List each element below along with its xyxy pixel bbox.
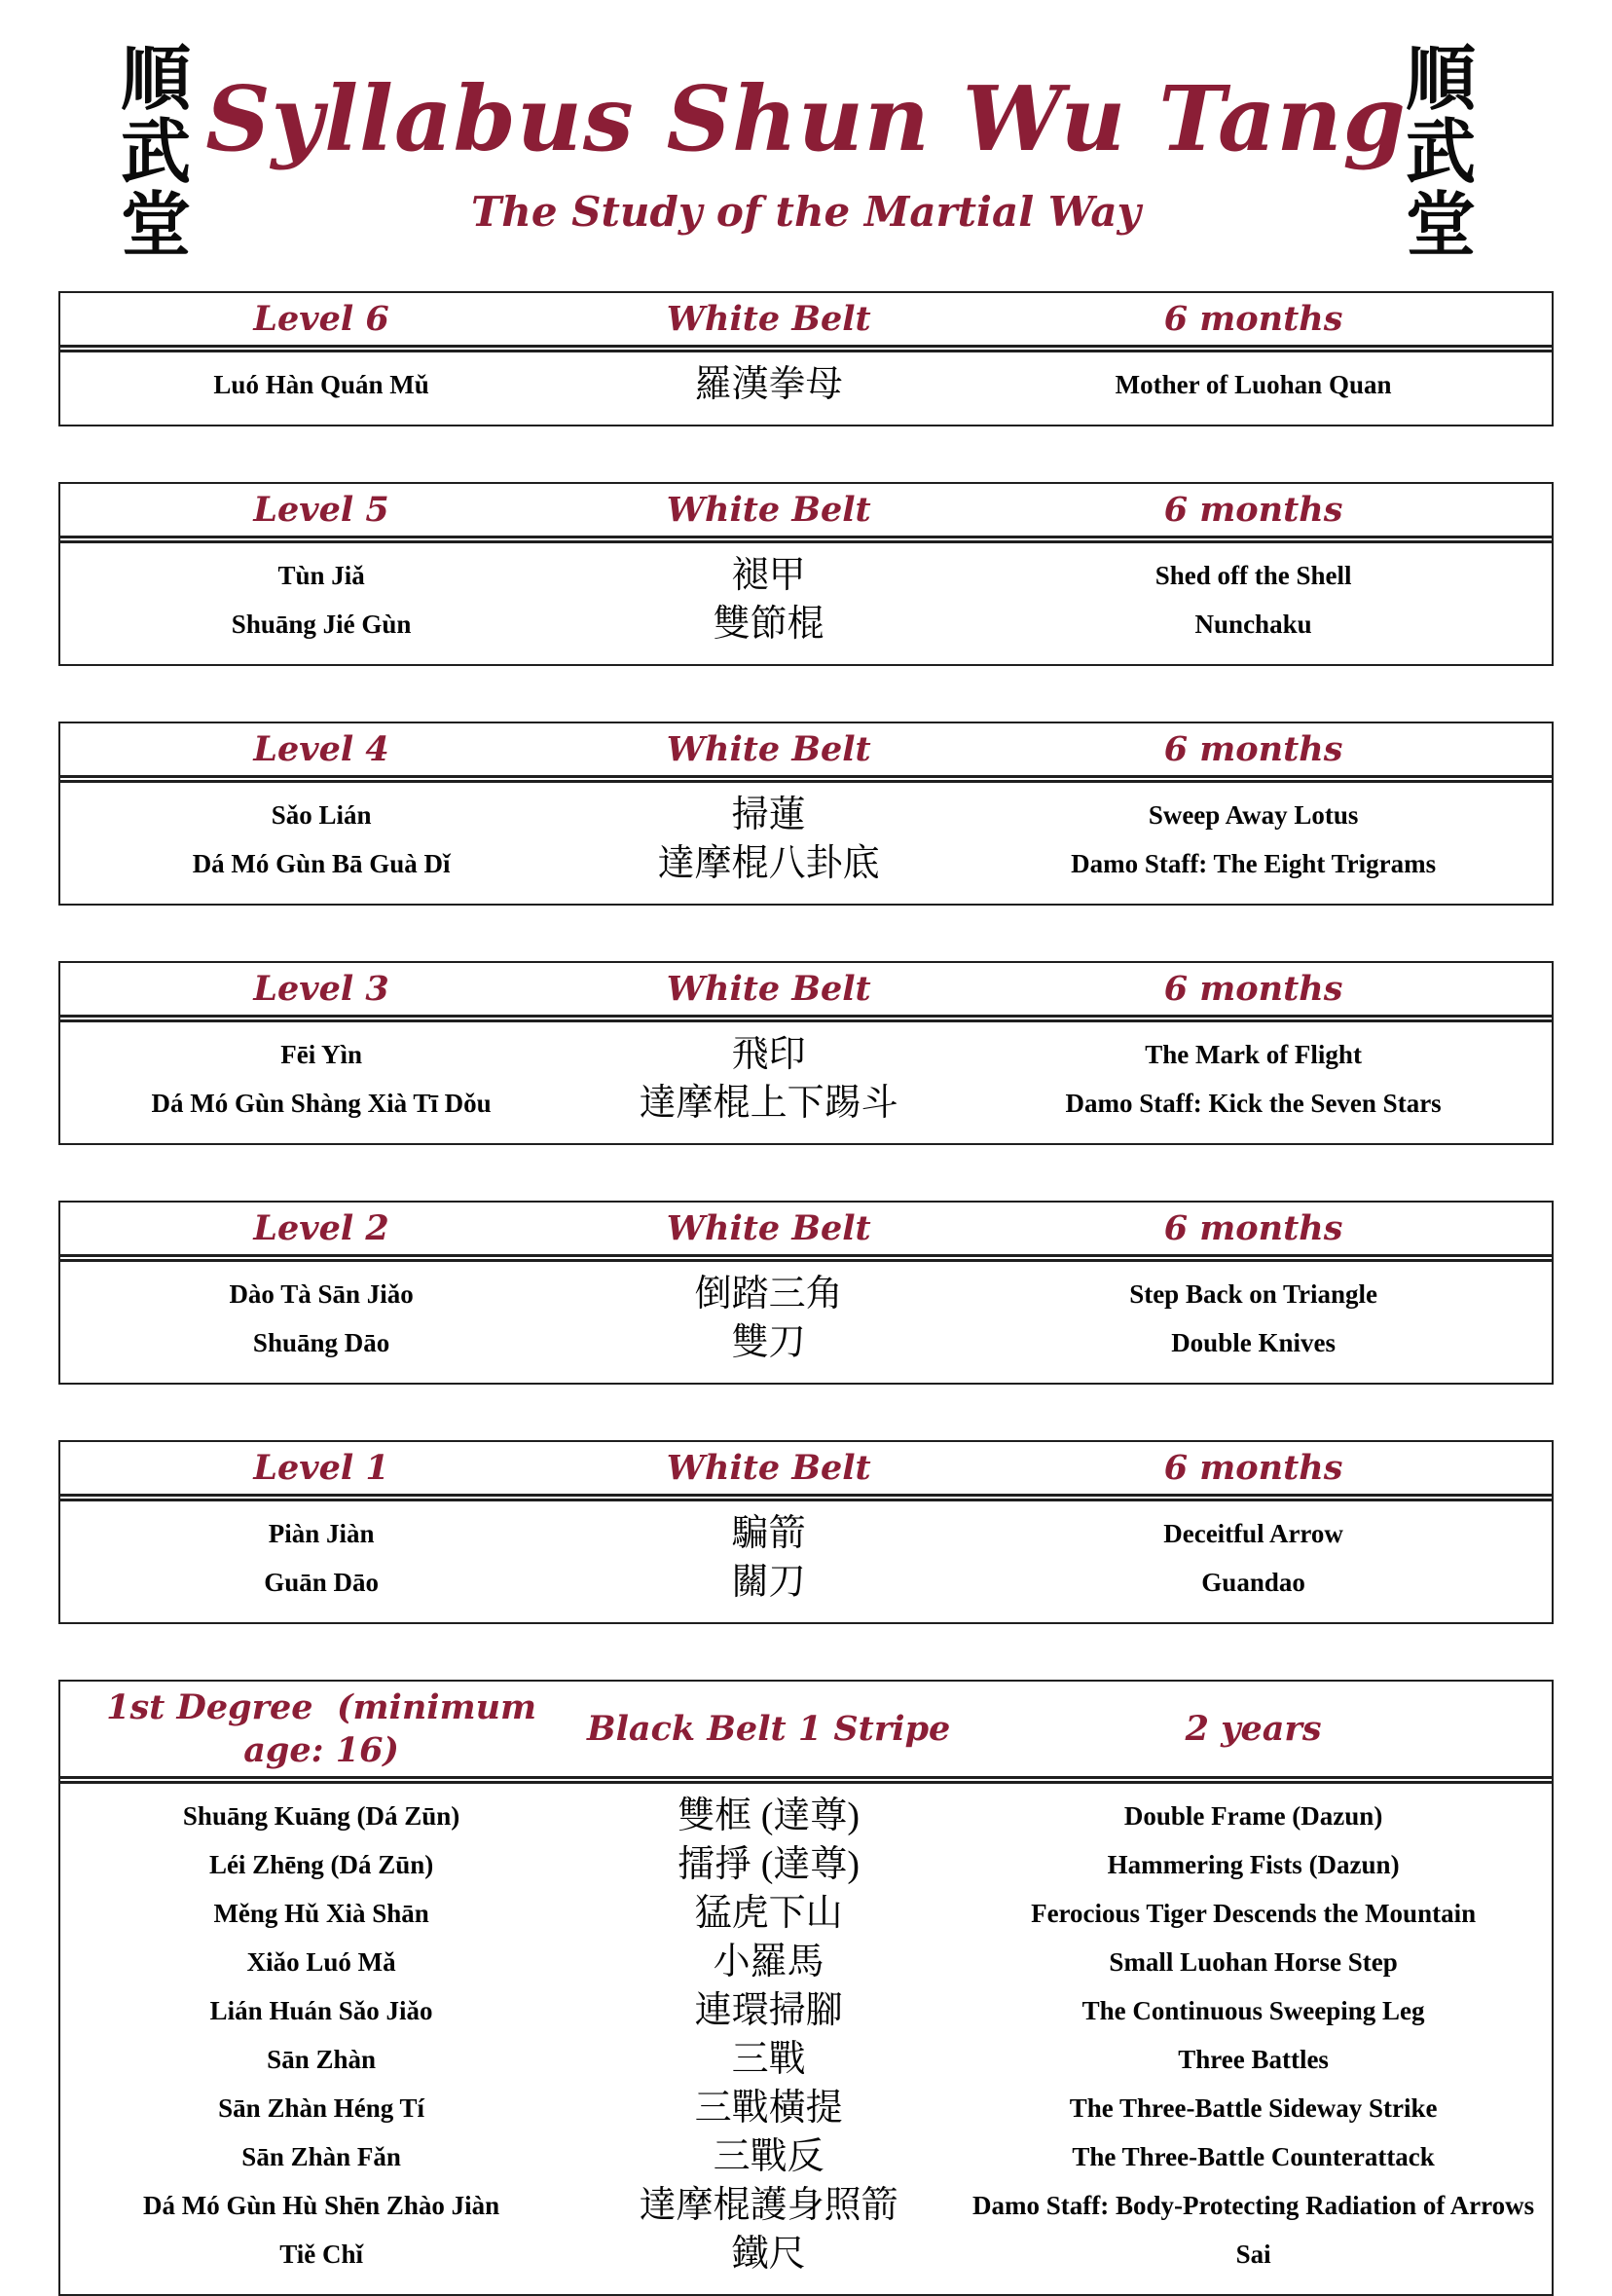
chinese-cell: 達摩棍上下踢斗 <box>639 1083 898 1125</box>
english-cell: Sai <box>1235 2239 1271 2269</box>
level-table <box>58 1680 1554 2296</box>
logo-character: 武 <box>1405 109 1476 193</box>
english-cell: Damo Staff: Kick the Seven Stars <box>1065 1088 1442 1118</box>
english-cell: The Three-Battle Counterattack <box>1072 2141 1435 2171</box>
chinese-cell: 連環掃腳 <box>694 1990 843 2032</box>
english-cell: Hammering Fists (Dazun) <box>1107 1849 1400 1879</box>
duration-label: 6 months <box>1163 1208 1343 1249</box>
duration-label: 6 months <box>1163 1448 1343 1489</box>
english-cell: The Continuous Sweeping Leg <box>1081 1995 1425 2025</box>
belt-label: White Belt <box>666 299 871 340</box>
table-body <box>60 1501 1552 1622</box>
table-row <box>60 2181 1552 2230</box>
table-body <box>60 1784 1552 2294</box>
pinyin-cell: Sān Zhàn <box>267 2044 376 2074</box>
english-cell: Damo Staff: The Eight Trigrams <box>1071 848 1437 878</box>
syllabus-tables <box>58 291 1554 2296</box>
page-subtitle: The Study of the Martial Way <box>471 188 1141 237</box>
belt-label: White Belt <box>666 490 871 531</box>
pinyin-cell: Xiǎo Luó Mǎ <box>246 1946 396 1977</box>
pinyin-cell: Shuāng Dāo <box>252 1327 390 1357</box>
logo-character: 順 <box>1405 37 1476 120</box>
table-row <box>60 1840 1552 1889</box>
english-cell: Double Knives <box>1171 1327 1336 1357</box>
pinyin-cell: Sān Zhàn Héng Tí <box>218 2092 425 2123</box>
page-title: Syllabus Shun Wu Tang <box>205 66 1407 171</box>
pinyin-cell: Shuāng Kuāng (Dá Zūn) <box>182 1800 460 1831</box>
english-cell: Shed off the Shell <box>1154 560 1352 590</box>
table-row <box>60 1270 1552 1318</box>
belt-label: Black Belt 1 Stripe <box>587 1709 951 1750</box>
table-row <box>60 2084 1552 2132</box>
chinese-cell: 三戰橫提 <box>694 2088 843 2129</box>
chinese-cell: 小羅馬 <box>713 1942 824 1983</box>
table-row <box>60 1318 1552 1367</box>
chinese-cell: 三戰反 <box>713 2136 824 2178</box>
belt-label: White Belt <box>666 969 871 1010</box>
table-row <box>60 2132 1552 2181</box>
level-table <box>58 291 1554 426</box>
level-table <box>58 722 1554 906</box>
table-row <box>60 1079 1552 1128</box>
table-row <box>60 1986 1552 2035</box>
duration-label: 6 months <box>1163 490 1343 531</box>
chinese-cell: 雙框 (達尊) <box>678 1796 861 1837</box>
chinese-cell: 關刀 <box>731 1562 806 1604</box>
pinyin-cell: Dá Mó Gùn Shàng Xià Tī Dǒu <box>151 1088 492 1118</box>
level-table <box>58 1440 1554 1624</box>
table-body <box>60 1262 1552 1383</box>
pinyin-cell: Guān Dāo <box>264 1567 379 1597</box>
duration-label: 6 months <box>1163 729 1343 770</box>
english-cell: Mother of Luohan Quan <box>1115 369 1392 399</box>
level-table <box>58 482 1554 666</box>
table-body <box>60 352 1552 425</box>
table-row <box>60 1558 1552 1607</box>
chinese-cell: 羅漢拳母 <box>694 364 843 406</box>
pinyin-cell: Tùn Jiǎ <box>277 560 365 590</box>
level-label: Level 1 <box>253 1448 389 1489</box>
level-label: Level 5 <box>253 490 389 531</box>
english-cell: Damo Staff: Body-Protecting Radiation of Arrows <box>971 2190 1535 2220</box>
pinyin-cell: Piàn Jiàn <box>268 1518 375 1548</box>
duration-label: 6 months <box>1163 299 1343 340</box>
table-row <box>60 1889 1552 1938</box>
table-row <box>60 2035 1552 2084</box>
table-row <box>60 1938 1552 1986</box>
chinese-cell: 鐵尺 <box>731 2234 806 2276</box>
table-header-row <box>60 963 1552 1022</box>
chinese-cell: 騙箭 <box>731 1513 806 1555</box>
level-label: Level 6 <box>253 299 389 340</box>
level-label: Level 3 <box>253 969 389 1010</box>
table-header-row <box>60 1442 1552 1501</box>
logo-character: 堂 <box>120 182 191 266</box>
chinese-cell: 達摩棍護身照箭 <box>639 2185 898 2227</box>
table-row <box>60 1030 1552 1079</box>
chinese-cell: 三戰 <box>731 2039 806 2081</box>
belt-label: White Belt <box>666 729 871 770</box>
level-label: Level 2 <box>253 1208 389 1249</box>
chinese-cell: 雙刀 <box>731 1322 806 1364</box>
english-cell: Deceitful Arrow <box>1163 1518 1343 1548</box>
chinese-cell: 猛虎下山 <box>694 1893 843 1935</box>
english-cell: Sweep Away Lotus <box>1148 799 1359 830</box>
level-table <box>58 1201 1554 1385</box>
pinyin-cell: Tiě Chǐ <box>279 2239 363 2269</box>
english-cell: The Mark of Flight <box>1145 1039 1362 1069</box>
pinyin-cell: Dá Mó Gùn Hù Shēn Zhào Jiàn <box>143 2190 500 2220</box>
chinese-cell: 擂掙 (達尊) <box>678 1844 861 1886</box>
pinyin-cell: Sǎo Lián <box>271 799 372 830</box>
school-logo-left <box>97 37 214 266</box>
chinese-cell: 雙節棍 <box>713 604 824 646</box>
table-row <box>60 1792 1552 1840</box>
table-row <box>60 2230 1552 2278</box>
level-label: Level 4 <box>253 729 389 770</box>
logo-character: 武 <box>120 109 191 193</box>
level-table <box>58 961 1554 1145</box>
pinyin-cell: Sān Zhàn Fǎn <box>241 2141 401 2171</box>
english-cell: The Three-Battle Sideway Strike <box>1069 2092 1438 2123</box>
chinese-cell: 倒踏三角 <box>694 1274 843 1315</box>
pinyin-cell: Fēi Yìn <box>280 1039 362 1069</box>
pinyin-cell: Shuāng Jié Gùn <box>231 609 412 639</box>
pinyin-cell: Lián Huán Sǎo Jiǎo <box>209 1995 433 2025</box>
belt-label: White Belt <box>666 1208 871 1249</box>
table-body <box>60 783 1552 904</box>
page-header <box>0 0 1612 266</box>
school-logo-right <box>1382 37 1499 266</box>
table-header-row <box>60 723 1552 783</box>
pinyin-cell: Luó Hàn Quán Mǔ <box>213 369 429 399</box>
table-body <box>60 1022 1552 1143</box>
table-header-row <box>60 1682 1552 1784</box>
english-cell: Nunchaku <box>1194 609 1312 639</box>
english-cell: Step Back on Triangle <box>1129 1278 1377 1309</box>
logo-character: 堂 <box>1405 182 1476 266</box>
duration-label: 2 years <box>1185 1709 1322 1750</box>
table-row <box>60 551 1552 600</box>
table-row <box>60 1509 1552 1558</box>
table-row <box>60 839 1552 888</box>
table-row <box>60 600 1552 648</box>
chinese-cell: 飛印 <box>731 1034 806 1076</box>
chinese-cell: 達摩棍八卦底 <box>657 843 880 885</box>
english-cell: Guandao <box>1201 1567 1305 1597</box>
table-row <box>60 791 1552 839</box>
table-row <box>60 360 1552 409</box>
english-cell: Small Luohan Horse Step <box>1109 1946 1398 1977</box>
table-body <box>60 543 1552 664</box>
logo-character: 順 <box>120 37 191 120</box>
chinese-cell: 掃蓮 <box>731 795 806 836</box>
table-header-row <box>60 293 1552 352</box>
belt-label: White Belt <box>666 1448 871 1489</box>
english-cell: Three Battles <box>1178 2044 1329 2074</box>
level-label: 1st Degree (minimum age: 16) <box>106 1687 549 1771</box>
english-cell: Double Frame (Dazun) <box>1123 1800 1383 1831</box>
duration-label: 6 months <box>1163 969 1343 1010</box>
table-header-row <box>60 1203 1552 1262</box>
pinyin-cell: Dào Tà Sān Jiǎo <box>229 1278 414 1309</box>
pinyin-cell: Měng Hǔ Xià Shān <box>213 1898 429 1928</box>
pinyin-cell: Dá Mó Gùn Bā Guà Dǐ <box>192 848 451 878</box>
pinyin-cell: Léi Zhēng (Dá Zūn) <box>208 1849 434 1879</box>
english-cell: Ferocious Tiger Descends the Mountain <box>1031 1898 1477 1928</box>
table-header-row <box>60 484 1552 543</box>
chinese-cell: 褪甲 <box>731 555 806 597</box>
